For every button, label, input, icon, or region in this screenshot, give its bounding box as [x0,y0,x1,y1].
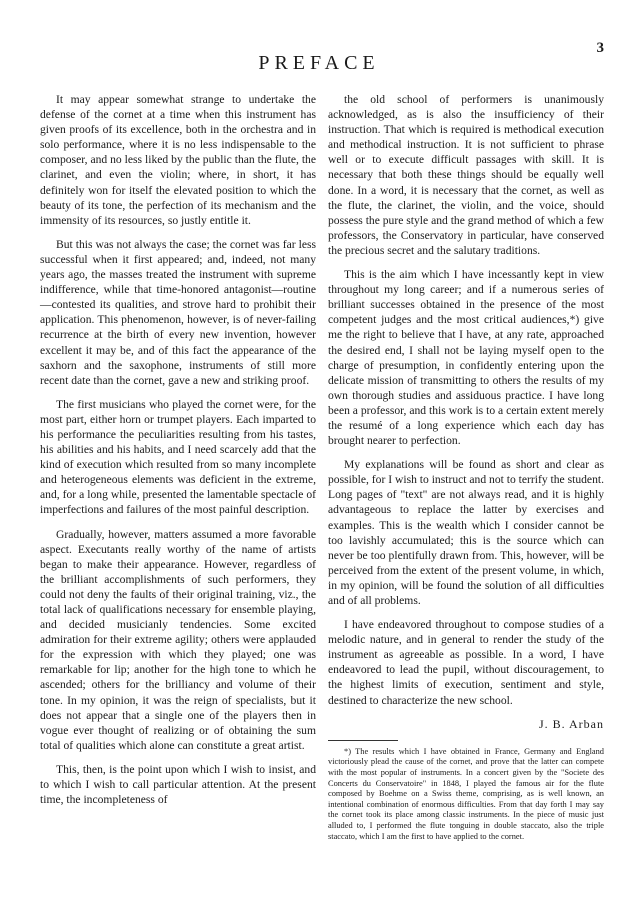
right-column [328,92,604,851]
author-signature: J. B. Arban [539,716,604,731]
paragraph: This, then, is the point upon which I wish to insist, and to which I wish to call particular attention. At the present time, the incompleteness of [40,762,316,807]
paragraph: Gradually, however, matters assumed a more favorable aspect. Executants really worthy of the name of artists began to make their appearance. However, regardless of the brilliant accomplishments of such performers, they could not deny the faults of their original training, viz., the total lack of qualifications necessary for ensemble playing, and decided musicianly tendencies. Some excited admiration for their extreme agility; others were applauded for the expression with which they played; one was remarkable for lip; another for the high tone to which he ascended; others for the brilliancy and volume of their tone. In my opinion, it was the reign of specialists, but it does not appear that a single one of the players then in vogue ever thought of realizing or of obtaining the sum total of qualities which alone can constitute a great artist. [40,527,316,752]
paragraph: the old school of performers is unanimously acknowledged, as is also the insufficiency of their instruction. That which is required is methodical execution and methodical instruction. It is not sufficient to phrase well or to execute difficult passages with skill. It is necessary that both these things should be equally well done. In a word, it is necessary that the cornet, as well as the flute, the clarinet, the violin, and the voice, should possess the pure style and the grand method of which a few professors, the Conservatory in particular, have conserved the precious secret and the salutary traditions. [328,93,604,257]
paragraph: My explanations will be found as short and clear as possible, for I wish to instruct and not to terrify the student. Long pages of "text" are not always read, and it is highly advantageous to replace the latter by exercises and examples. This is the wealth which I consider cannot be too lavishly accumulated; this is the source which can never be too plentifully drawn from. This, however, will be perceived from the extent of the present volume, in which, in my opinion, will be found the solution of all difficulties and of all problems. [328,458,604,607]
paragraph: The first musicians who played the cornet were, for the most part, either horn or trumpet players. Each imparted to his performance the peculiarities resulting from his tastes, his abilities and his habits, and I need scarcely add that the kind of execution which resulted from so many incomplete and heterogeneous elements was deficient in the extreme, and, for a long while, presented the lamentable spectacle of imperfections and failures of the most painful description. [40,397,316,517]
page-number: 3 [596,40,604,56]
paragraph: This is the aim which I have incessantly kept in view throughout my long career; and if a numerous series of brilliant successes obtained in the presence of the most competent judges and the most critical audiences,*) give me the right to believe that I have, at any rate, approached the desired end, I shall not be laying myself open to the charge of presumption, in confidently entering upon the delicate mission of transmitting to others the results of my own thorough studies and assiduous practice. I have long been a professor, and this work is to a certain extent merely the resumé of a long experience which each day has brought nearer to perfection. [328,268,604,448]
paragraph: But this was not always the case; the cornet was far less successful when it first appeared; and, indeed, not many years ago, the masses treated the instrument with supreme indifference, while that time-honored antagonist—routine—contested its qualities, and strove hard to prohibit their application. This phenomenon, however, is of never-failing recurrence at the birth of every new invention, however excellent it may be, and of this fact the appearance of the saxhorn and the saxophone, instruments of still more recent date than the cornet, gave a new and striking proof. [40,237,316,387]
left-column [40,92,316,816]
footnote: *) The results which I have obtained in France, Germany and England victoriously plead the cause of the cornet, and prove that the latter can compete with the most popular of instruments. In a concert given by the "Societe des Concerts du Conservatoire" in 1848, I played the famous air for the flute composed by Boehme on a Swiss theme, comprising, as is well known, an intentional combination of enormous difficulties. From that day forth I may say the cornet took its place among classic instruments. In the piece of music just alluded to, I performed the flute tonguing in double staccato, also the triple staccato, which I am the first to have applied to the cornet. [328,746,604,841]
paragraph: It may appear somewhat strange to undertake the defense of the cornet at a time when this instrument has given proofs of its excellence, both in the orchestra and in solo performance, where it is no less indispensable to the composer, and no less liked by the public than the flute, the clarinet, and even the violin; where, in short, it has definitely won for itself the elevated position to which the beauty of its tone, the perfection of its mechanism and the immensity of its resources, so justly entitle it. [40,93,316,227]
paragraph: I have endeavored throughout to compose studies of a melodic nature, and in general to render the study of the instrument as agreeable as possible. In a word, I have endeavored to lead the pupil, without discouragement, to the highest limits of execution, sentiment and style, destined to characterize the new school. [328,618,604,707]
footnote-divider [328,740,398,741]
page-title: PREFACE [258,52,380,74]
